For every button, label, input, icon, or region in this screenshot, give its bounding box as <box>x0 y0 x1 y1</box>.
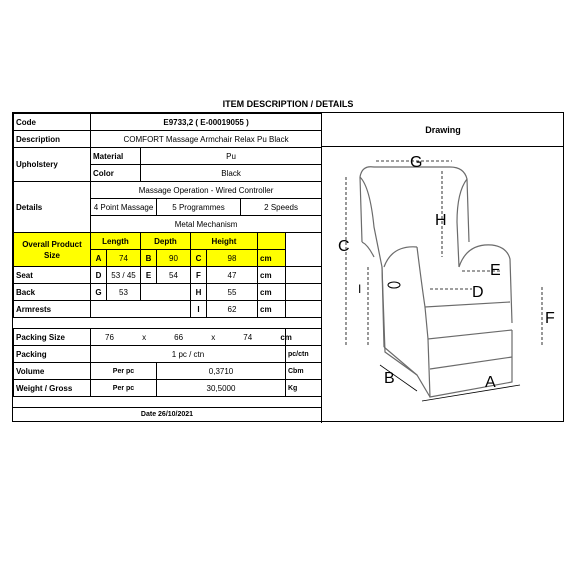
packing-label: Packing <box>14 346 91 363</box>
weight-row <box>14 380 322 397</box>
document-title: ITEM DESCRIPTION / DETAILS <box>222 99 354 109</box>
packing-value: 1 pc / ctn <box>91 346 286 363</box>
volume-unit: Cbm <box>286 363 322 380</box>
massage-programmes: 5 Programmes <box>157 199 241 216</box>
dim-a-letter: A <box>91 250 107 267</box>
dim-letter-c: C <box>338 238 350 255</box>
description-label: Description <box>14 131 91 148</box>
pack-width: 66 <box>174 332 184 342</box>
dim-letter-e: E <box>490 262 501 279</box>
weight-unit: Kg <box>286 380 322 397</box>
upholstery-label: Upholstery <box>14 148 91 182</box>
overall-unit: cm <box>258 250 286 267</box>
back-label: Back <box>14 284 91 301</box>
pack-unit: cm <box>280 332 292 342</box>
spacer-row <box>14 318 322 329</box>
spec-sheet <box>12 112 564 422</box>
pack-x-2: x <box>211 332 216 342</box>
back-unit: cm <box>258 284 286 301</box>
overall-row-1 <box>14 233 322 250</box>
dim-letter-b: B <box>384 370 395 387</box>
seat-row <box>14 267 322 284</box>
dim-letter-i: I <box>358 282 362 296</box>
code-row <box>14 114 322 131</box>
armrests-row <box>14 301 322 318</box>
dim-letter-a: A <box>485 374 496 391</box>
drawing-header: Drawing <box>321 113 564 147</box>
dim-g-value: 53 <box>107 284 141 301</box>
dim-c-letter: C <box>191 250 207 267</box>
chair-drawing <box>321 147 564 423</box>
massage-operation: Massage Operation - Wired Controller <box>91 182 322 199</box>
weight-per: Per pc <box>91 380 157 397</box>
volume-row <box>14 363 322 380</box>
color-label: Color <box>91 165 141 182</box>
controller-icon <box>388 282 400 288</box>
dim-d-value: 53 / 45 <box>107 267 141 284</box>
color-value: Black <box>141 165 322 182</box>
armrests-unit: cm <box>258 301 286 318</box>
dimension-letters <box>338 154 555 391</box>
seat-unit: cm <box>258 267 286 284</box>
dim-b-letter: B <box>141 250 157 267</box>
description-value: COMFORT Massage Armchair Relax Pu Black <box>91 131 322 148</box>
weight-label: Weight / Gross <box>14 380 91 397</box>
dim-letter-g: G <box>410 154 423 171</box>
armrests-label: Armrests <box>14 301 91 318</box>
dim-letter-h: H <box>435 212 447 229</box>
volume-value: 0,3710 <box>157 363 286 380</box>
code-value: E9733,2 ( E-00019055 ) <box>91 114 322 131</box>
pack-length: 76 <box>105 332 114 342</box>
massage-points: 4 Point Massage <box>91 199 157 216</box>
dim-f-value: 47 <box>207 267 258 284</box>
massage-speeds: 2 Speeds <box>241 199 322 216</box>
upholstery-row-1 <box>14 148 322 165</box>
volume-per: Per pc <box>91 363 157 380</box>
seat-label: Seat <box>14 267 91 284</box>
material-label: Material <box>91 148 141 165</box>
document-date: Date 26/10/2021 <box>13 407 321 422</box>
dim-c-value: 98 <box>207 250 258 267</box>
dim-i-value: 62 <box>207 301 258 318</box>
dim-d-letter: D <box>91 267 107 284</box>
weight-value: 30,5000 <box>157 380 286 397</box>
code-label: Code <box>14 114 91 131</box>
armchair-diagram <box>322 147 565 423</box>
packing-size-row <box>14 329 322 346</box>
packing-row <box>14 346 322 363</box>
pack-x-1: x <box>142 332 147 342</box>
dim-f-letter: F <box>191 267 207 284</box>
dim-g-letter: G <box>91 284 107 301</box>
dim-h-letter: H <box>191 284 207 301</box>
dim-a-value: 74 <box>107 250 141 267</box>
depth-header: Depth <box>141 233 191 250</box>
packing-unit: pc/ctn <box>286 346 322 363</box>
spec-table <box>13 113 322 397</box>
overall-size-label: Overall Product Size <box>14 233 91 267</box>
dim-e-letter: E <box>141 267 157 284</box>
dim-letter-f: F <box>545 310 555 327</box>
dim-e-value: 54 <box>157 267 191 284</box>
details-label: Details <box>14 182 91 233</box>
armchair-outline <box>360 167 512 397</box>
dim-i-letter: I <box>191 301 207 318</box>
pack-height: 74 <box>243 332 253 342</box>
back-row <box>14 284 322 301</box>
dim-b-value: 90 <box>157 250 191 267</box>
dim-letter-d: D <box>472 284 484 301</box>
packing-size-label: Packing Size <box>14 329 91 346</box>
details-row-1 <box>14 182 322 199</box>
volume-label: Volume <box>14 363 91 380</box>
material-value: Pu <box>141 148 322 165</box>
height-header: Height <box>191 233 258 250</box>
length-header: Length <box>91 233 141 250</box>
mechanism: Metal Mechanism <box>91 216 322 233</box>
dim-h-value: 55 <box>207 284 258 301</box>
description-row <box>14 131 322 148</box>
